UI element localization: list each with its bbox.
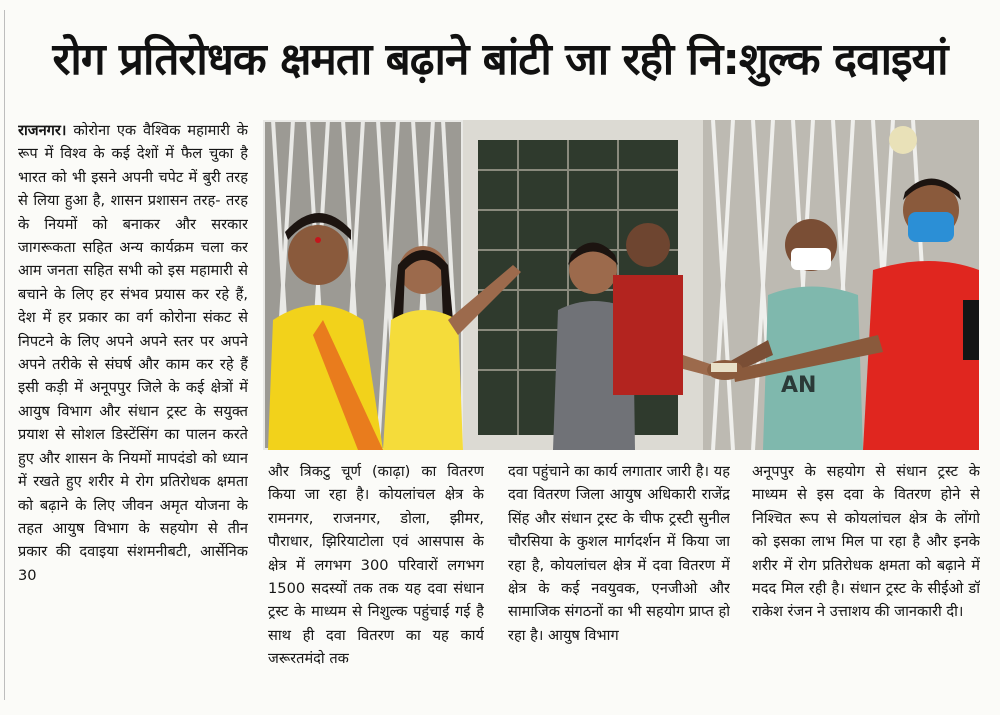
column-rule <box>4 10 5 700</box>
headline: रोग प्रतिरोधक क्षमता बढ़ाने बांटी जा रही नि:शुल्क दवाइयां <box>52 34 948 85</box>
article-column-1 <box>18 119 248 709</box>
tshirt-text: AN <box>781 373 817 398</box>
news-photo <box>263 120 979 450</box>
dateline: राजनगर। <box>18 122 67 139</box>
article-column-2: और त्रिकटु चूर्ण (काढ़ा) का वितरण किया जा रहा है। कोयलांचल क्षेत्र के रामनगर, राजनगर, डोला, झीमर, पौराधार, झिरियाटोला एवं आसपास के क्षेत्र में लगभग 300 परिवारों लगभग 1500 सदस्यों तक तक यह दवा संधान ट्रस्ट के माध्यम से निशुल्क पहुंचाई गई है साथ ही दवा वितरण का यह कार्य जरूरतमंदो तक <box>268 463 484 668</box>
photo-illustration <box>263 120 979 450</box>
article-column-3: दवा पहुंचाने का कार्य लगातार जारी है। यह दवा वितरण जिला आयुष अधिकारी राजेंद्र सिंह और संधान ट्रस्ट के चीफ ट्रस्टी सुनील चौरसिया के कुशल मार्गदर्शन में किया जा रहा है, कोयलांचल क्षेत्र में दवा वितरण में क्षेत्र के कई नवयुवक, एनजीओ और सामाजिक संगठनों का भी सहयोग प्राप्त हो रहा है। आयुष विभाग <box>508 463 730 644</box>
article-column-4: अनूपपुर के सहयोग से संधान ट्रस्ट के माध्यम से इस दवा के वितरण होने से निश्चित रूप से कोयलांचल क्षेत्र के लोंगो को इसका लाभ मिल पा रहा है और इनके शरीर में रोग प्रतिरोधक क्षमता को बढ़ाने में मदद मिल रही है। संधान ट्रस्ट के सीईओ डॉ राकेश रंजन ने उत्ताशय की जानकारी दी। <box>752 463 980 621</box>
column-1-text: कोरोना एक वैश्विक महामारी के रूप में विश्व के कई देशों में फैल चुका है भारत को भी इसने अपनी चपेट में बुरी तरह से लिया हुआ है, शासन प्रशासन तरह- तरह के नियमों को बनाकर और सरकार जागरूकता सहित अन्य कार्यक्रम चला कर आम जनता सहित सभी को इस महामारी से बचाने के लिए हर संभव प्रयास कर रहे हैं, देश में हर प्रकार का वर्ग कोरोना संकट से निपटने के लिए अपने अपने स्तर पर अपने अपने तरीके से संघर्ष और काम कर रहे हैं इसी कड़ी में अनूपपुर जिले के कई क्षेत्रों में आयुष विभाग और संधान ट्रस्ट के सयुक्त प्रयाश से सोशल डिस्टेंसिंग का पालन करते हुए और शासन के नियमों मापदंडो को ध्यान में रखते हुए शरीर मे रोग प्रतिरोधक क्षमता को बढ़ाने के लिए जीवन अमृत योजना के तहत आयुष विभाग के सहयोग से तीन प्रकार की दवाइया संशमनीबटी, आर्सेनिक 30 <box>18 122 248 584</box>
